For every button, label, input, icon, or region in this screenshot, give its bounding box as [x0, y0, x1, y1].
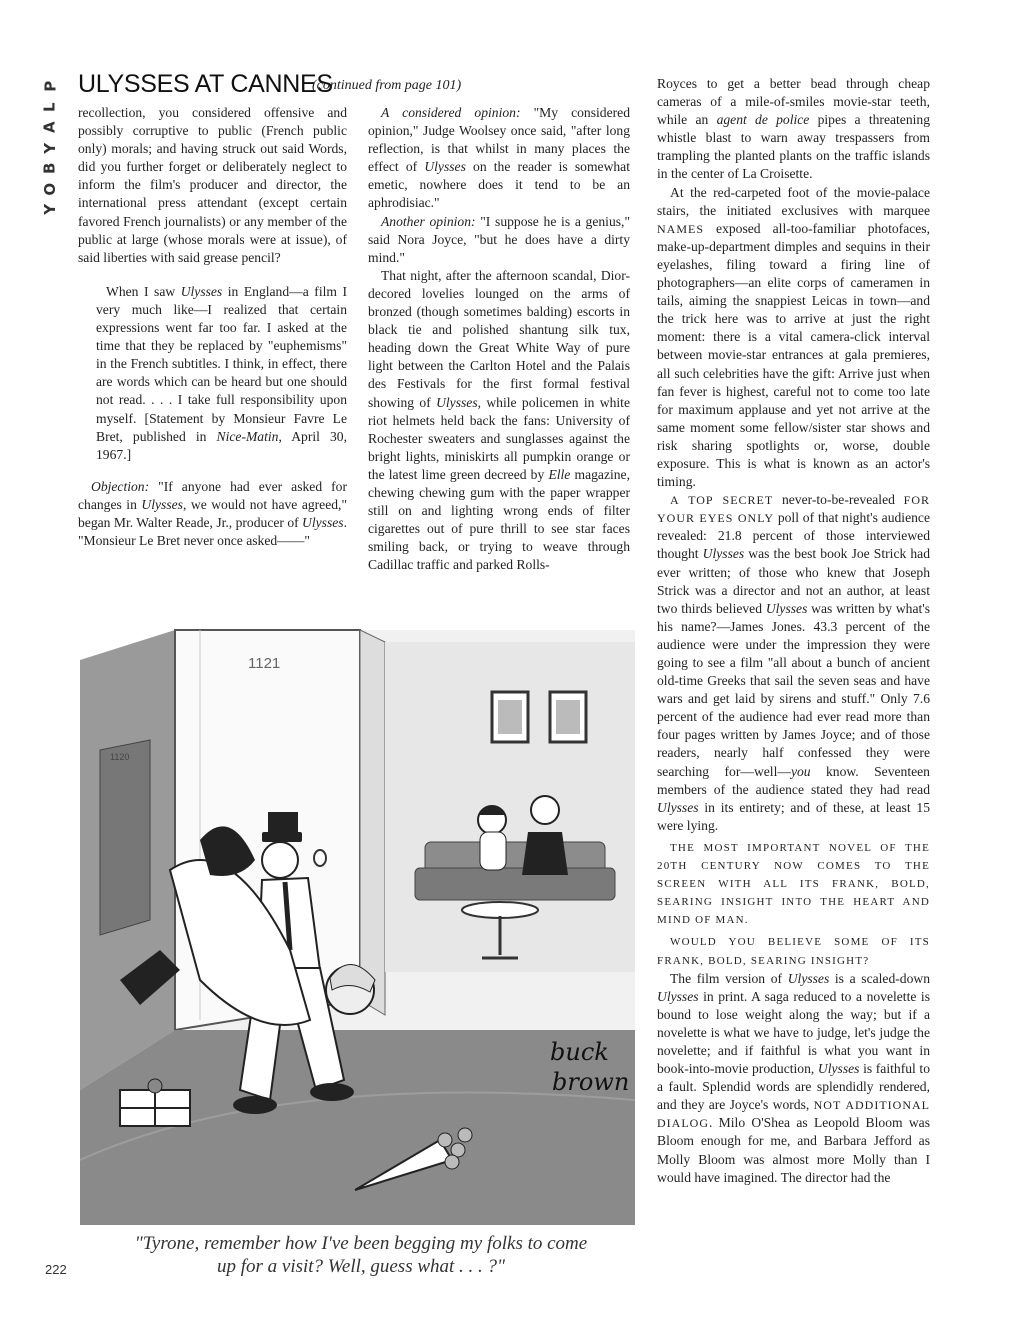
magazine-letter: A — [40, 121, 59, 134]
paragraph: recollection, you considered offensive and possibly corruptive to public (French public only) morals; and having struck out said Words, did you further forget or deliberately neglect to inform the film's producer and director, the international press attendant (except certain favored French journalists) or any member of the public at large (whose morals were at issue), of said liberties with said grease pencil? — [78, 105, 347, 265]
paragraph: A considered opinion: "My considered opinion," Judge Woolsey once said, "after long reflection, is that whilst in many places the effect of Ulysses on the reader is somewhat emetic, nowhere does it tend to be an aphrodisiac." — [368, 105, 630, 211]
magazine-letter: L — [40, 101, 59, 112]
cartoon-illustration — [80, 620, 635, 1225]
column-1 — [78, 104, 347, 550]
block-quote — [78, 283, 347, 464]
magazine-letter: O — [40, 182, 59, 196]
artist-signature: buck — [550, 1038, 609, 1066]
door-number: 1121 — [248, 655, 281, 672]
ad-copy: THE MOST IMPORTANT NOVEL OF THE 20TH CENTURY NOW COMES TO THE SCREEN WITH ALL ITS FRANK, BOLD, SEARING INSIGHT INTO THE HEART AND MIND OF MAN. — [657, 841, 930, 927]
caption-line: up for a visit? Well, guess what . . . ?" — [216, 1256, 506, 1277]
column-3 — [657, 75, 930, 1187]
quote-text: When I saw Ulysses in England—a film I very much like—I realized that certain expressions went far too far. I asked at the time that they be replaced by "euphemisms" in the French subtitles. I think, in effect, there are words which can be heard but one should not read. . . . I take full responsibility upon myself. [Statement by Monsieur Favre Le Bret, published in Nice-Matin, April 30, 1967.] — [96, 283, 348, 462]
paragraph: Objection: "If anyone had ever asked for changes in Ulysses, we would not have agreed," began Mr. Walter Reade, Jr., producer of Ulysses. "Monsieur Le Bret never once asked——" — [78, 478, 347, 549]
paragraph: That night, after the afternoon scandal, Dior-decored lovelies lounged on the arms of bronzed (though sometimes balding) escorts in black tie and polished shantung silk tux, heading down the Great White Way of pure light between the Carlton Hotel and the Palais des Festivals for the first formal festival showing of Ulysses, while policemen in white riot helmets held back the fans: University of Rochester sweaters and sunglasses against the bright lights, miniskirts all pumpkin orange or the latest lime green decreed by Elle magazine, chewing chewing gum with the paper wrapper still on and lighting wrong ends of filter cigarettes out of pure thrill to see star faces smiling back, or trying to weave through Cadillac traffic and parked Rolls- — [368, 267, 630, 573]
magazine-letter: B — [40, 162, 59, 174]
magazine-letter: Y — [40, 203, 59, 215]
ad-copy: WOULD YOU BELIEVE SOME OF ITS FRANK, BOLD, SEARING INSIGHT? — [657, 936, 930, 967]
paragraph: At the red-carpeted foot of the movie-palace stairs, the initiated exclusives with marquee NAMES exposed all-too-familiar photofaces, make-up-department dimples and sequins in their eyelashes, filing toward a firing line of photographers—an elite corps of cameramen in tails, aiming the snappiest Leicas in town—and the trick here was to arrive at just the right moment: there is a vital camera-click interval between movie-star entrances at gala premieres, all such celebrities have the gift: Arrive just when fan fever is highest, careful not to come too late for maximum applause and yet not arrive at the same moment some fellow/sister star shows and risk sharing spotlights or, worse, double exposure. This is what is known as an actor's timing. — [657, 184, 930, 490]
caption-line: "Tyrone, remember how I've been begging my folks to come — [134, 1233, 588, 1254]
paragraph: The film version of Ulysses is a scaled-down Ulysses in print. A saga reduced to a novelette is bound to lose weight along the way; but if a novelette is what we have to judge, let's judge the novelette; and if faithful is what you want in book-into-movie production, Ulysses is faithful to a fault. Splendid words are splendidly rendered, and they are Joyce's words, NOT ADDITIONAL DIALOG. Milo O'Shea as Leopold Bloom was Bloom enough for me, and Barbara Jefford as Molly Bloom was almost more Molly than I would have imagined. The director had the — [657, 970, 930, 1185]
artist-signature: brown — [552, 1068, 630, 1096]
column-2 — [368, 104, 630, 574]
article-title: ULYSSES AT CANNES — [78, 70, 333, 98]
continued-note: (continued from page 101) — [312, 78, 462, 93]
paragraph: Royces to get a better bead through cheap cameras of a mile-of-smiles movie-star teeth, while an agent de police pipes a threatening whistle blast to warn away trespassers from trampling the planted plants on the traffic islands in the center of La Croisette. — [657, 76, 930, 182]
magazine-name — [38, 76, 62, 220]
cartoon-caption — [86, 1232, 636, 1278]
door-number-1120: 1120 — [110, 752, 130, 762]
paragraph: Another opinion: "I suppose he is a genius," said Nora Joyce, "but he does have a dirty mind." — [368, 213, 630, 265]
magazine-letter: P — [40, 80, 59, 92]
page-number: 222 — [45, 1262, 67, 1277]
magazine-letter: Y — [40, 142, 59, 154]
paragraph: A TOP SECRET never-to-be-revealed FOR YOUR EYES ONLY poll of that night's audience revealed: 21.8 percent of those interviewed thought Ulysses was the best book Joe Strick had ever written; of those who knew that Joseph Strick was a director and not an author, at least two thirds believed Ulysses was written by what's his name?—James Jones. 43.3 percent of the audience were under the impression they were going to see a film "all about a bunch of ancient old-time Greeks that sail the seven seas and have wars and get laid by sirens and stuff." Only 7.6 percent of the audience had ever read more than four pages written by James Joyce; and of those readers, nearly half confessed they were searching for—well—you know. Seventeen members of the audience stated they had read Ulysses in its entirety; and of these, at least 15 were lying. — [657, 492, 931, 833]
